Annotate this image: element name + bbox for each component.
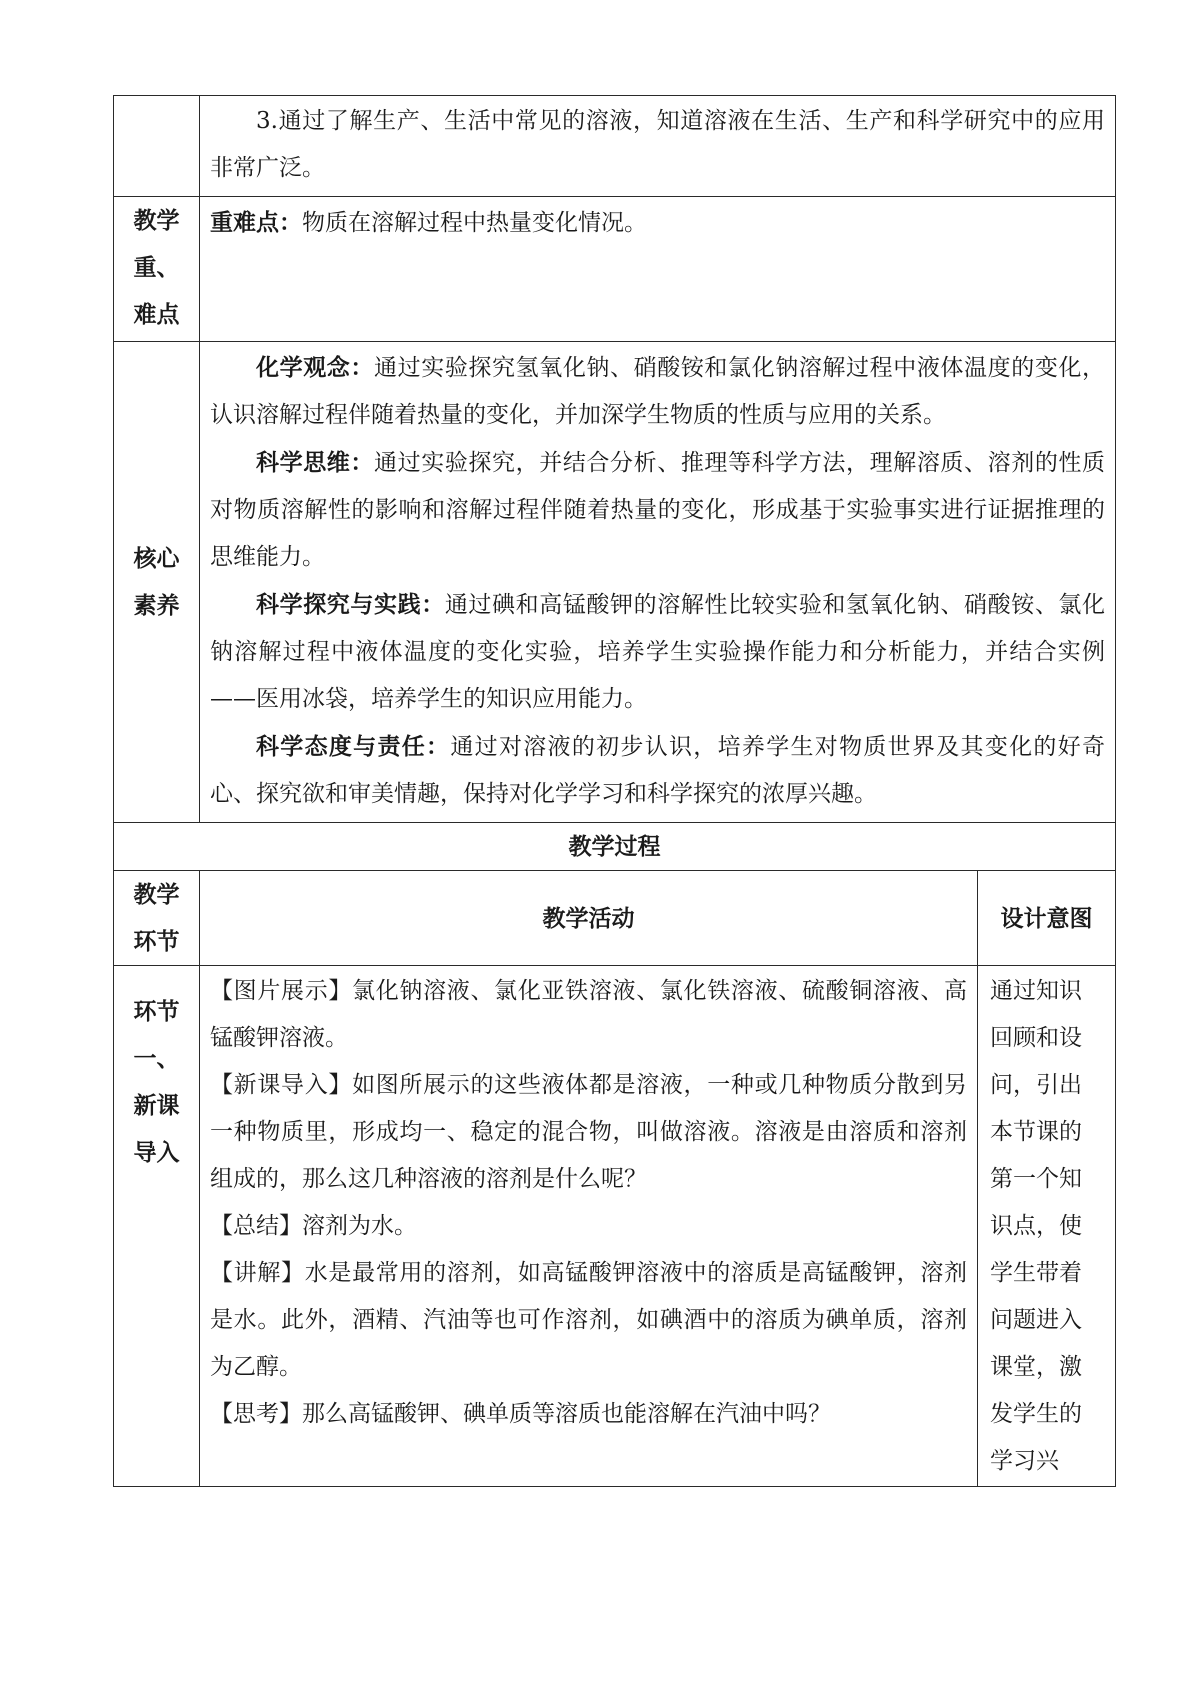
core-item-chemistry-concept [210, 344, 1105, 439]
process-header-row [114, 871, 1116, 966]
header-intent: 设计意图 [978, 871, 1116, 966]
activity-tag: 【图片展示】 [210, 978, 353, 1004]
activity-text: 氯化钠溶液、氯化亚铁溶液、氯化铁溶液、硫酸铜溶液、高锰酸钾溶液。 [210, 978, 968, 1051]
stage-1-activities [200, 966, 978, 1487]
core-item-title: 科学探究与实践： [256, 591, 445, 618]
core-literacy-row [114, 342, 1116, 823]
core-item-text: 通过碘和高锰酸钾的溶解性比较实验和氢氧化钠、硝酸铵、氯化钠溶解过程中液体温度的变化实验，培养学生实验操作能力和分析能力，并结合实例——医用冰袋，培养学生的知识应用能力。 [210, 592, 1106, 712]
core-item-title: 科学思维： [256, 449, 375, 476]
activity-item [210, 1062, 967, 1203]
header-stage [114, 871, 200, 966]
stage-1-label-line: 新课 [133, 1092, 180, 1119]
core-item-attitude-responsibility [210, 723, 1105, 818]
goal-label-cell [114, 96, 200, 197]
stage-1-intent [978, 966, 1116, 1487]
activity-text: 水是最常用的溶剂，如高锰酸钾溶液中的溶质是高锰酸钾，溶剂是水。此外，酒精、汽油等也可作溶剂，如碘酒中的溶质为碘单质，溶剂为乙醇。 [210, 1260, 968, 1380]
activity-item [210, 1391, 967, 1438]
activity-tag: 【新课导入】 [210, 1072, 353, 1098]
intent-line: 问题进入 [990, 1307, 1082, 1333]
intent-line: 课堂，激 [990, 1354, 1082, 1380]
intent-line: 通过知识 [990, 978, 1082, 1004]
stage-1-label-line: 环节 [133, 998, 180, 1025]
header-stage-line: 教学 [133, 881, 180, 908]
core-item-text: 通过实验探究氢氧化钠、硝酸铵和氯化钠溶解过程中液体温度的变化，认识溶解过程伴随着热量的变化，并加深学生物质的性质与应用的关系。 [210, 355, 1106, 428]
intent-line: 本节课的 [990, 1119, 1082, 1145]
goal-cell [200, 96, 1116, 197]
intent-line: 发学生的 [990, 1401, 1082, 1427]
core-item-text: 通过对溶液的初步认识，培养学生对物质世界及其变化的好奇心、探究欲和审美情趣，保持对化学学习和科学探究的浓厚兴趣。 [210, 734, 1106, 807]
header-activity: 教学活动 [200, 871, 978, 966]
process-title-row [114, 823, 1116, 871]
key-points-body: 物质在溶解过程中热量变化情况。 [302, 210, 647, 236]
activity-tag: 【总结】 [210, 1213, 302, 1239]
core-literacy-label-line: 素养 [133, 592, 180, 619]
activity-tag: 【思考】 [210, 1401, 302, 1427]
activity-text: 那么高锰酸钾、碘单质等溶质也能溶解在汽油中吗？ [302, 1401, 831, 1427]
activity-text: 如图所展示的这些液体都是溶液，一种或几种物质分散到另一种物质里，形成均一、稳定的混合物，叫做溶液。溶液是由溶质和溶剂组成的，那么这几种溶液的溶剂是什么呢？ [210, 1072, 968, 1192]
key-points-text [210, 199, 1105, 247]
intent-line: 学习兴 [990, 1448, 1059, 1474]
key-points-row [114, 197, 1116, 342]
core-item-title: 科学态度与责任： [256, 733, 451, 760]
core-literacy-cell [200, 342, 1116, 823]
intent-line: 问，引出 [990, 1072, 1082, 1098]
key-points-cell [200, 197, 1116, 342]
key-points-label [114, 197, 200, 342]
intent-line: 回顾和设 [990, 1025, 1082, 1051]
intent-line: 识点，使 [990, 1213, 1082, 1239]
key-points-label-line: 难点 [133, 301, 180, 328]
key-points-label-line: 重、 [133, 254, 180, 281]
core-item-inquiry-practice [210, 581, 1105, 723]
process-title: 教学过程 [114, 823, 1116, 871]
activity-item [210, 1250, 967, 1391]
stage-1-label-line: 导入 [133, 1139, 180, 1166]
core-literacy-label [114, 342, 200, 823]
activity-tag: 【讲解】 [210, 1260, 305, 1286]
header-stage-line: 环节 [133, 928, 180, 955]
lesson-plan-table [113, 95, 1116, 1487]
goal-row [114, 96, 1116, 197]
core-item-text: 通过实验探究，并结合分析、推理等科学方法，理解溶质、溶剂的性质对物质溶解性的影响和溶解过程伴随着热量的变化，形成基于实验事实进行证据推理的思维能力。 [210, 450, 1106, 570]
intent-line: 第一个知 [990, 1166, 1082, 1192]
stage-1-label-line: 一、 [133, 1045, 180, 1072]
core-item-scientific-thinking [210, 439, 1105, 581]
stage-1-label [114, 966, 200, 1487]
stage-1-row [114, 966, 1116, 1487]
activity-item [210, 968, 967, 1062]
key-points-title: 重难点： [210, 209, 302, 236]
activity-text: 溶剂为水。 [302, 1213, 417, 1239]
core-literacy-label-line: 核心 [133, 545, 180, 572]
intent-line: 学生带着 [990, 1260, 1082, 1286]
activity-item [210, 1203, 967, 1250]
core-item-title: 化学观念： [256, 354, 375, 381]
goal-3-text: 3.通过了解生产、生活中常见的溶液，知道溶液在生活、生产和科学研究中的应用非常广泛。 [210, 108, 1106, 181]
key-points-label-line: 教学 [133, 207, 180, 234]
